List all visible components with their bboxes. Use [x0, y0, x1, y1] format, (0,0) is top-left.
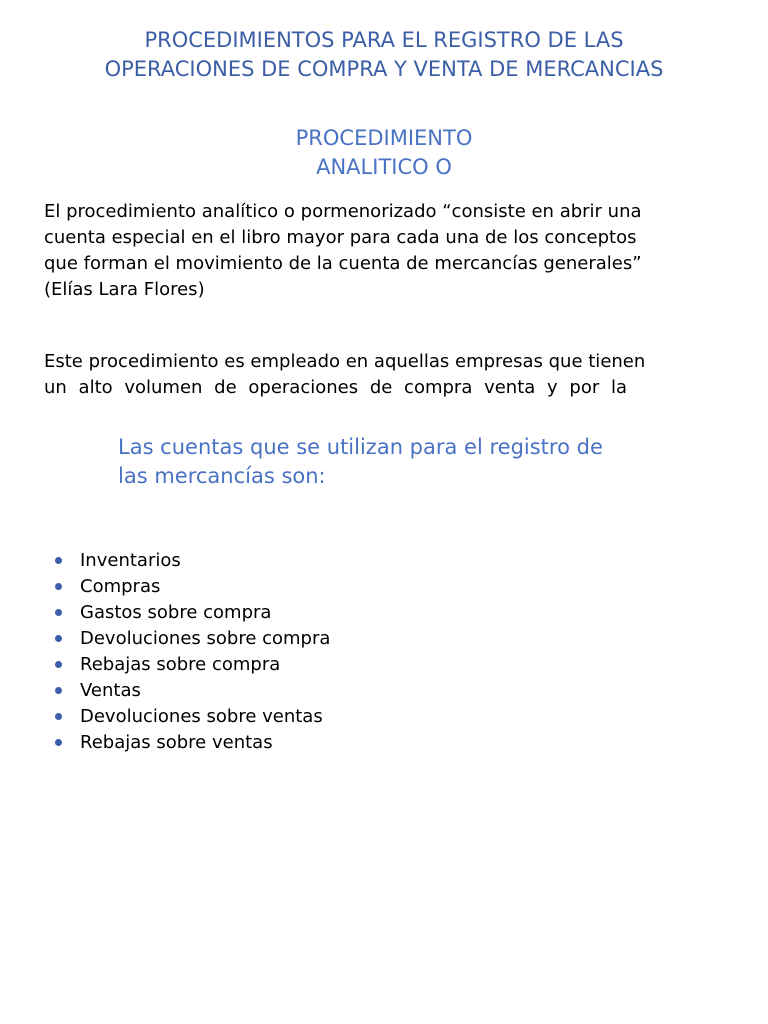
- usage-paragraph: [44, 349, 734, 401]
- list-item-label: Compras: [80, 576, 161, 597]
- definition-line-1: El procedimiento analítico o pormenorizado “consiste en abrir una: [44, 201, 642, 222]
- bullet-icon: [55, 583, 62, 590]
- bullet-icon: [55, 713, 62, 720]
- list-item-label: Ventas: [80, 680, 141, 701]
- definition-paragraph: [44, 199, 734, 303]
- accounts-heading-line-2: las mercancías son:: [118, 464, 326, 488]
- list-item-label: Rebajas sobre compra: [80, 654, 281, 675]
- definition-line-3: que forman el movimiento de la cuenta de mercancías generales”: [44, 253, 642, 274]
- usage-line-1: Este procedimiento es empleado en aquellas empresas que tienen: [44, 351, 646, 372]
- section-subtitle-line-2: ANALITICO O: [316, 155, 452, 179]
- list-item-label: Devoluciones sobre ventas: [80, 706, 323, 727]
- list-item-label: Inventarios: [80, 550, 181, 571]
- page-title-line-2: OPERACIONES DE COMPRA Y VENTA DE MERCANCIAS: [104, 57, 664, 81]
- bullet-icon: [55, 557, 62, 564]
- accounts-heading: [118, 433, 738, 491]
- bullet-icon: [55, 635, 62, 642]
- list-item-label: Rebajas sobre ventas: [80, 732, 273, 753]
- list-item: [52, 626, 330, 652]
- usage-line-2: un alto volumen de operaciones de compra venta y por la: [44, 377, 627, 398]
- list-item-label: Devoluciones sobre compra: [80, 628, 331, 649]
- list-item: [52, 678, 330, 704]
- definition-line-4: (Elías Lara Flores): [44, 279, 205, 300]
- bullet-icon: [55, 661, 62, 668]
- bullet-icon: [55, 739, 62, 746]
- bullet-icon: [55, 687, 62, 694]
- bullet-icon: [55, 609, 62, 616]
- list-item: [52, 652, 330, 678]
- page-title: [0, 26, 768, 84]
- list-item: [52, 704, 330, 730]
- list-item: [52, 548, 330, 574]
- section-subtitle-line-1: PROCEDIMIENTO: [295, 126, 473, 150]
- list-item-label: Gastos sobre compra: [80, 602, 272, 623]
- section-subtitle: [0, 124, 768, 182]
- accounts-list: [52, 548, 330, 756]
- definition-line-2: cuenta especial en el libro mayor para cada una de los conceptos: [44, 227, 637, 248]
- list-item: [52, 730, 330, 756]
- list-item: [52, 574, 330, 600]
- list-item: [52, 600, 330, 626]
- page-title-line-1: PROCEDIMIENTOS PARA EL REGISTRO DE LAS: [144, 28, 624, 52]
- accounts-heading-line-1: Las cuentas que se utilizan para el registro de: [118, 435, 603, 459]
